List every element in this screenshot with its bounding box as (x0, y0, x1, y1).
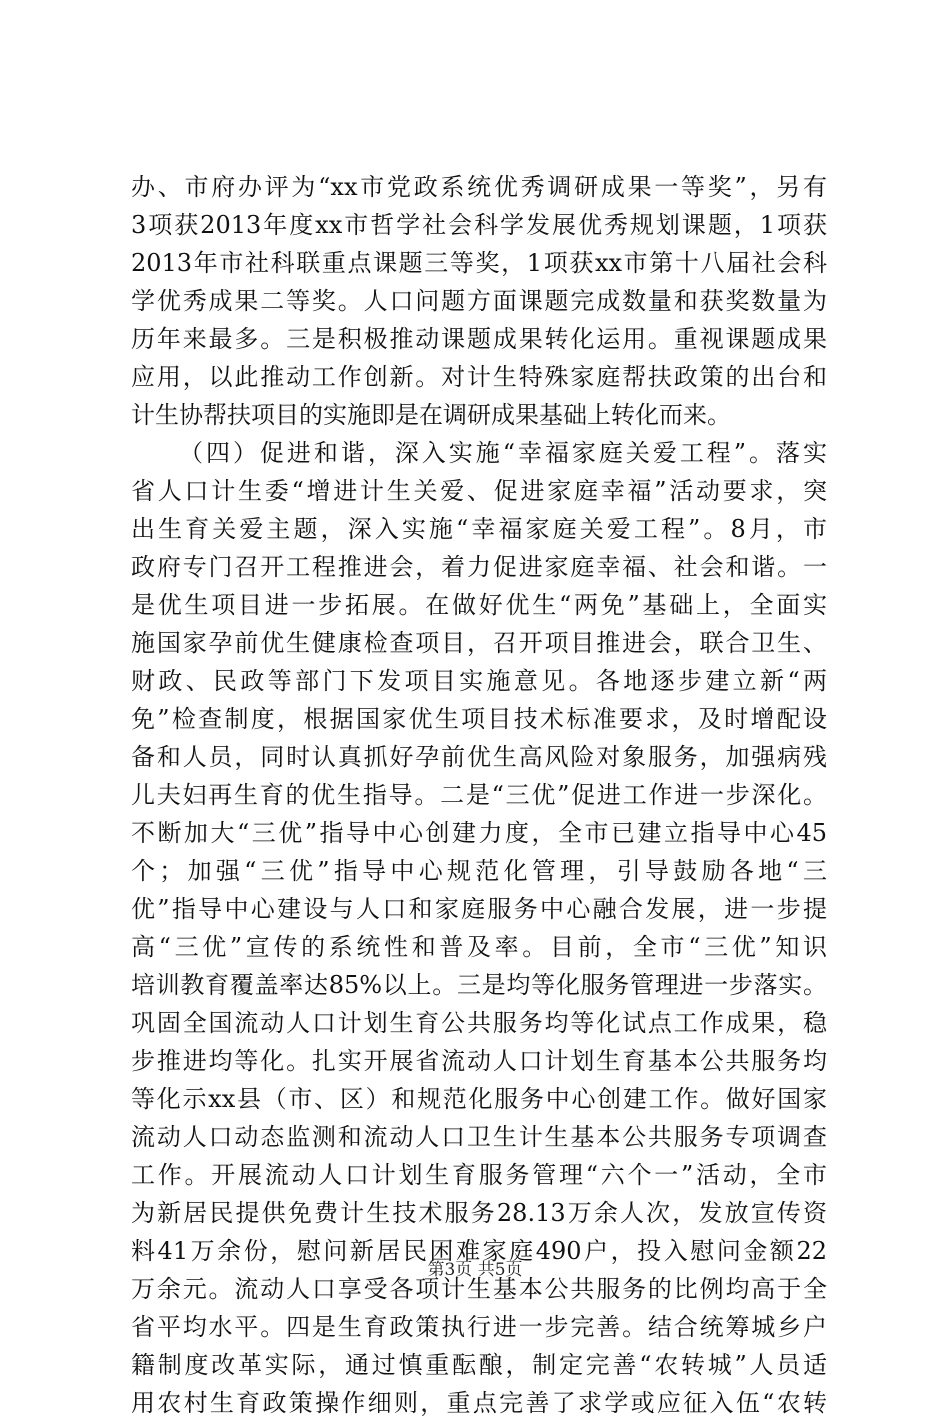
text-line: 办、市府办评为“xx市党政系统优秀调研成果一等奖”，另有 (131, 173, 827, 201)
text-line: 培训教育覆盖率达85%以上。三是均等化服务管理进一步落实。 (131, 971, 827, 999)
text-line: 政府专门召开工程推进会，着力促进家庭幸福、社会和谐。一 (131, 553, 827, 581)
text-line: 个；加强“三优”指导中心规范化管理，引导鼓励各地“三 (131, 857, 827, 885)
text-line: 高“三优”宣传的系统性和普及率。目前，全市“三优”知识 (131, 933, 827, 961)
text-line: 料41万余份，慰问新居民困难家庭490户，投入慰问金额22 (131, 1237, 827, 1265)
text-line: 计生协帮扶项目的实施即是在调研成果基础上转化而来。 (131, 401, 731, 429)
text-line: 是优生项目进一步拓展。在做好优生“两免”基础上，全面实 (131, 591, 827, 619)
text-line: 财政、民政等部门下发项目实施意见。各地逐步建立新“两 (131, 667, 827, 695)
paragraph-start-line: （四）促进和谐，深入实施“幸福家庭关爱工程”。落实 (179, 439, 827, 467)
text-line: 步推进均等化。扎实开展省流动人口计划生育基本公共服务均 (131, 1047, 827, 1075)
text-line: 工作。开展流动人口计划生育服务管理“六个一”活动，全市 (131, 1161, 827, 1189)
text-line: 备和人员，同时认真抓好孕前优生高风险对象服务，加强病残 (131, 743, 827, 771)
text-line: 应用，以此推动工作创新。对计生特殊家庭帮扶政策的出台和 (131, 363, 827, 391)
text-line: 为新居民提供免费计生技术服务28.13万余人次，发放宣传资 (131, 1199, 827, 1227)
text-line: 等化示xx县（市、区）和规范化服务中心创建工作。做好国家 (131, 1085, 827, 1113)
text-line: 省人口计生委“增进计生关爱、促进家庭幸福”活动要求，突 (131, 477, 827, 505)
text-line: 用农村生育政策操作细则，重点完善了求学或应征入伍“农转 (131, 1389, 827, 1417)
page-number: 第3页 共5页 (427, 1260, 523, 1280)
text-line: 籍制度改革实际，通过慎重酝酿，制定完善“农转城”人员适 (131, 1351, 827, 1379)
text-line: 2013年市社科联重点课题三等奖，1项获xx市第十八届社会科 (131, 249, 827, 277)
text-line: 流动人口动态监测和流动人口卫生计生基本公共服务专项调查 (131, 1123, 827, 1151)
text-line: 学优秀成果二等奖。人口问题方面课题完成数量和获奖数量为 (131, 287, 827, 315)
text-line: 优”指导中心建设与人口和家庭服务中心融合发展，进一步提 (131, 895, 827, 923)
text-line: 历年来最多。三是积极推动课题成果转化运用。重视课题成果 (131, 325, 827, 353)
text-line: 免”检查制度，根据国家优生项目技术标准要求，及时增配设 (131, 705, 827, 733)
text-line: 巩固全国流动人口计划生育公共服务均等化试点工作成果，稳 (131, 1009, 827, 1037)
text-line: 儿夫妇再生育的优生指导。二是“三优”促进工作进一步深化。 (131, 781, 827, 809)
text-line: 3项获2013年度xx市哲学社会科学发展优秀规划课题，1项获 (131, 211, 827, 239)
text-line: 省平均水平。四是生育政策执行进一步完善。结合统筹城乡户 (131, 1313, 827, 1341)
text-line: 出生育关爱主题，深入实施“幸福家庭关爱工程”。8月，市 (131, 515, 827, 543)
text-line: 施国家孕前优生健康检查项目，召开项目推进会，联合卫生、 (131, 629, 827, 657)
text-line: 万余元。流动人口享受各项计生基本公共服务的比例均高于全 (131, 1275, 827, 1303)
document-body (131, 168, 827, 1422)
text-line: 不断加大“三优”指导中心创建力度，全市已建立指导中心45 (131, 819, 827, 847)
